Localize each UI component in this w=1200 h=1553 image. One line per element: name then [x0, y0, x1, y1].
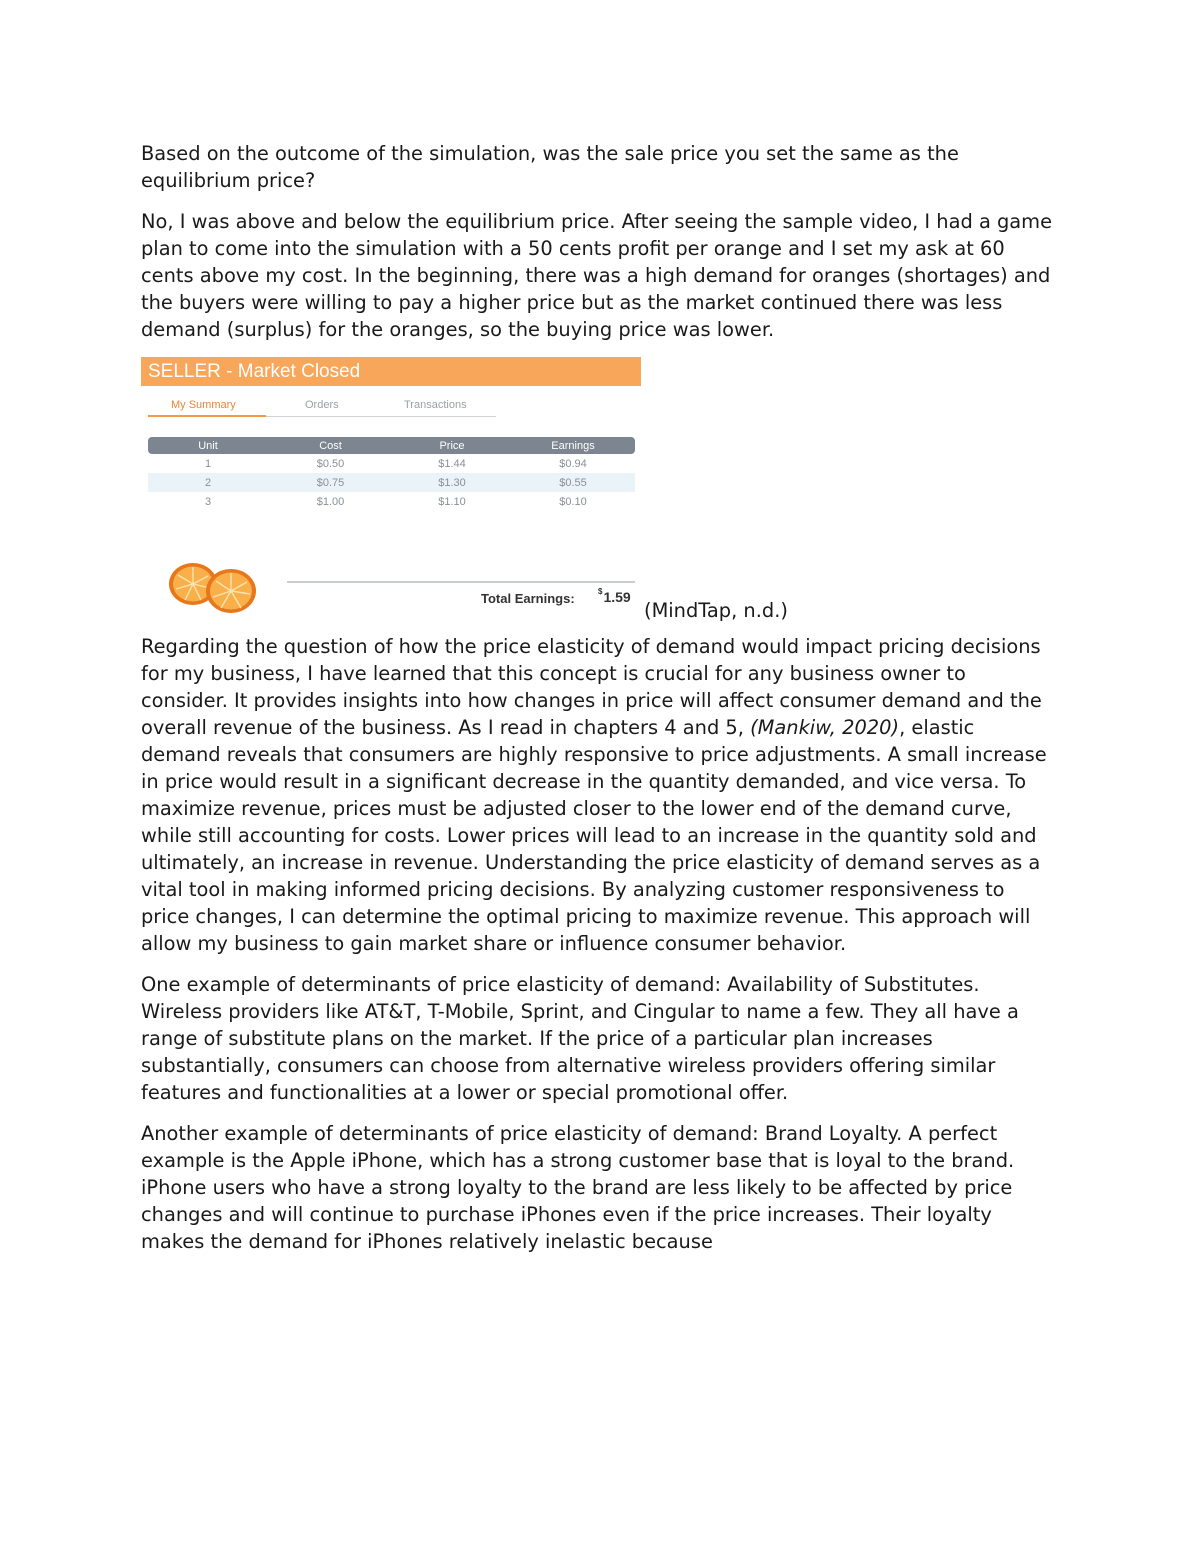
image-citation: (MindTap, n.d.) — [644, 599, 788, 622]
summary-tabs — [148, 399, 496, 417]
tab-orders: Orders — [305, 399, 339, 411]
seller-header: SELLER - Market Closed — [141, 357, 641, 386]
total-earnings-value — [598, 589, 631, 605]
elasticity-paragraph — [141, 633, 1056, 957]
table-row — [148, 454, 635, 473]
mankiw-citation: (Mankiw, 2020) — [750, 716, 900, 739]
substitutes-paragraph: One example of determinants of price elasticity of demand: Availability of Substitutes. Wireless providers like AT&T, T-Mobile, Sprint, and Cingular to name a few. They all have a range of substitute plans on the market. If the price of a particular plan increases substantially, consumers can choose from alternative wireless providers offering similar features and functionalities at a lower or special promotional offer. — [141, 973, 1019, 1104]
elasticity-text-1: Regarding the question of how the price elasticity of demand would impact pricing decisions for my business, I have learned that this concept is crucial for any business owner to consider. It provides insights into how changes in price will affect consumer demand and the overall revenue of the business. As I read in chapters 4 and 5, — [141, 635, 1042, 739]
table-row — [148, 492, 635, 511]
earnings-table — [148, 437, 635, 511]
brand-loyalty-paragraph: Another example of determinants of price elasticity of demand: Brand Loyalty. A perfect example is the Apple iPhone, which has a strong customer base that is loyal to the brand. iPhone users who have a strong loyalty to the brand are less likely to be affected by price changes and will continue to purchase iPhones even if the price increases. Their loyalty makes the demand for iPhones relatively inelastic because — [141, 1122, 1015, 1253]
cell-price: $1.10 — [438, 495, 466, 508]
answer-paragraph: No, I was above and below the equilibrium price. After seeing the sample video, I had a game plan to come into the simulation with a 50 cents profit per orange and I set my ask at 60 cents above my cost. In the beginning, there was a high demand for oranges (shortages) and the buyers were willing to pay a higher price but as the market continued there was less demand (surplus) for the oranges, so the buying price was lower. — [141, 210, 1052, 341]
table-header-row — [148, 437, 635, 454]
cell-cost: $1.00 — [316, 495, 345, 508]
cell-price: $1.30 — [393, 473, 511, 492]
column-header-price: Price — [393, 437, 511, 454]
column-header-unit: Unit — [148, 437, 268, 454]
tab-transactions: Transactions — [404, 399, 467, 411]
elasticity-text-2: , elastic demand reveals that consumers are highly responsive to price adjustments. A small increase in price would result in a significant decrease in the quantity demanded, and vice versa. To maximize revenue, prices must be adjusted closer to the lower end of the demand curve, while still accounting for costs. Lower prices will lead to an increase in the quantity sold and ultimately, an increase in revenue. Understanding the price elasticity of demand serves as a vital tool in making informed pricing decisions. By analyzing customer responsiveness to price changes, I can determine the optimal pricing to maximize revenue. This approach will allow my business to gain market share or influence consumer behavior. — [141, 716, 1047, 955]
cell-earnings: $0.94 — [559, 457, 587, 470]
active-tab-indicator — [148, 415, 266, 417]
table-row — [148, 473, 635, 492]
document-body — [141, 140, 1056, 1269]
cell-price: $1.44 — [438, 457, 466, 470]
total-earnings-label: Total Earnings: — [481, 591, 575, 606]
cell-earnings: $0.10 — [559, 495, 587, 508]
cell-unit: 3 — [204, 495, 212, 508]
total-amount: 1.59 — [603, 589, 631, 605]
question-paragraph: Based on the outcome of the simulation, was the sale price you set the same as the equilibrium price? — [141, 142, 959, 192]
cell-earnings: $0.55 — [511, 473, 635, 492]
currency-symbol: $ — [598, 587, 603, 596]
total-divider — [287, 581, 635, 583]
cell-cost: $0.50 — [316, 457, 345, 470]
cell-unit: 1 — [204, 457, 212, 470]
cell-cost: $0.75 — [268, 473, 393, 492]
cell-unit: 2 — [148, 473, 268, 492]
column-header-earnings: Earnings — [511, 437, 635, 454]
tab-my-summary: My Summary — [171, 399, 236, 411]
column-header-cost: Cost — [268, 437, 393, 454]
simulation-screenshot — [141, 357, 788, 622]
orange-halves-icon — [163, 560, 263, 616]
